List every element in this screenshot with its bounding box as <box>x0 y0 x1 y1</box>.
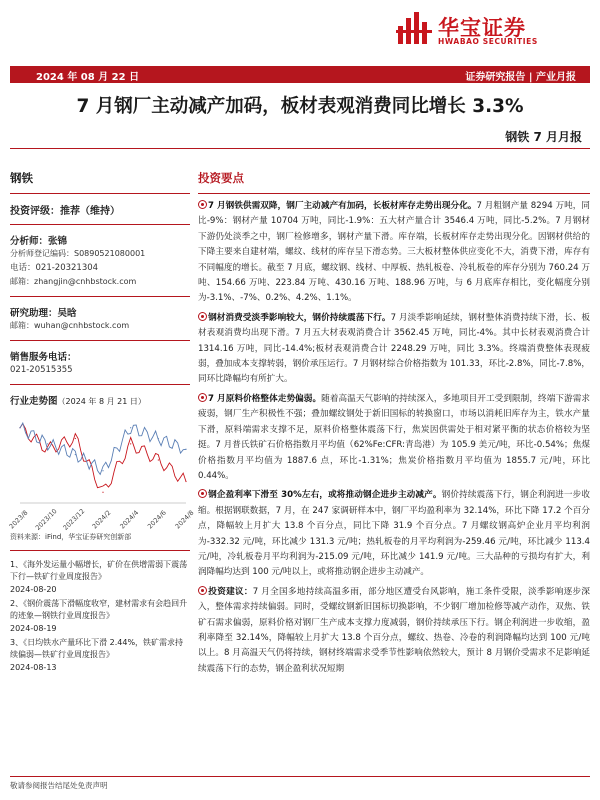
divider <box>10 296 190 297</box>
divider <box>10 193 190 194</box>
assistant-email[interactable]: 邮箱：wuhan@cnhbstock.com <box>10 321 130 330</box>
footer-divider <box>10 776 590 777</box>
related-report-date: 2024-08-19 <box>10 624 57 633</box>
divider <box>10 550 190 551</box>
analyst-email[interactable]: 邮箱：zhangjin@cnhbstock.com <box>10 277 137 286</box>
chart-source: 资料来源：iFind，华宝证券研究创新部 <box>10 533 132 541</box>
report-title: 7 月钢厂主动减产加码，板材表观消费同比增长 3.3% <box>76 96 524 117</box>
report-subtitle: 钢铁 7 月月报 <box>505 130 582 144</box>
brand-name-en: HWABAO SECURITIES <box>438 37 538 46</box>
series-1-point <box>185 449 186 450</box>
key-point-body: 7 月粗钢产量 8294 万吨，同比-9%：钢材产量 10704 万吨，同比-1.9%：五大材产量合计 3546.4 万吨，同比-5.2%。7 月钢材下游仍处淡季之中，钢厂检修增多，钢材产量下滑。库存端，长板材库存走势出现分化。因钢材供给的下降主要来自建材端，螺纹、线材的库存呈下滑态势。三大板材整体供应变化不大，消费下滑，库存有不同幅度的增长。截至 7 月底，螺纹钢、线材、中厚板、热轧板卷、冷轧板卷的库存分别为 760.24 万吨、154.66 万吨、223.84 万吨、430.16 万吨、188.96 万吨，与 6 月底库存相比，变化幅度分别为-3.1%、-7%、0.2%、4.2%、1.1%。 <box>198 201 590 304</box>
bullet-icon <box>198 393 207 402</box>
series-1-point <box>19 427 20 428</box>
related-report-date: 2024-08-13 <box>10 663 57 672</box>
chart-heading <box>10 393 190 407</box>
related-report-date: 2024-08-20 <box>10 585 57 594</box>
divider <box>198 193 590 194</box>
bullet-icon <box>198 200 207 209</box>
chart-date: （2024 年 8 月 21 日） <box>57 397 146 406</box>
sales-label: 销售服务电话： <box>10 352 77 363</box>
x-tick-label: 2023/12 <box>61 507 87 532</box>
series-0-point <box>185 481 186 482</box>
trend-chart-svg <box>7 411 196 532</box>
x-tick-label: 2023/8 <box>7 508 30 531</box>
related-report-title[interactable]: 2、《钢价震荡下滑幅度收窄，建材需求有会趋回升的迹象—钢铁行业周度报告》 <box>10 599 188 620</box>
related-report-title[interactable]: 1、《海外发运量小幅增长，矿价在供增需弱下震荡下行—铁矿行业周度报告》 <box>10 560 188 581</box>
key-point-lead: 钢企盈利率下滑至 30%左右，或将推动钢企进步主动减产。 <box>208 490 442 501</box>
divider <box>10 224 190 225</box>
divider <box>10 148 590 149</box>
investment-rating: 投资评级：推荐（维持） <box>10 206 120 217</box>
assistant-label: 研究助理：吴晗 <box>10 308 77 319</box>
bullet-icon <box>198 586 207 595</box>
series-1-point <box>130 427 131 428</box>
key-point-paragraph <box>198 488 590 580</box>
header-bar <box>10 66 590 83</box>
series-0-point <box>102 492 103 493</box>
related-reports <box>10 559 190 674</box>
main-content <box>198 170 590 681</box>
report-date: 2024 年 08 月 22 日 <box>36 72 140 83</box>
series-1-point <box>47 443 48 444</box>
key-point-lead: 7 月原料价格整体走势偏弱。 <box>208 393 322 404</box>
series-1-point <box>102 470 103 471</box>
sector-label: 钢铁 <box>10 171 33 185</box>
x-tick-label: 2024/6 <box>146 508 168 531</box>
key-point-body: 7 月淡季影响延续，钢材整体消费持续下滑，长、板材表观消费均出现下滑。7 月五大材表观消费合计 3562.45 万吨，同比-4%。其中长材表观消费合计 1314.16 万吨，同比-14.4%;板材表观消费合计 2248.29 万吨，同比 3.3%。终端消费整体表现疲弱，叠加成本支撑转弱，钢价承压运行。7 月钢材综合价格指数为 101.33，环比-2.8%，同比-7.8%，同环比降幅均有所扩大。 <box>198 312 590 385</box>
key-points-list <box>198 199 590 677</box>
x-tick-label: 2023/10 <box>33 507 59 532</box>
logo-mark-icon <box>396 12 432 46</box>
key-point-lead: 投资建议： <box>208 586 253 597</box>
series-line-0 <box>20 424 186 488</box>
series-1-point <box>158 438 159 439</box>
key-point-body: 7 月全国多地持续高温多雨，部分地区遭受台风影响，施工条件受限，淡季影响逐步深入，整体需求持续偏弱。同时，受螺纹钢新旧国标切换影响，不少钢厂增加检修等减产动作，双焦、铁矿石需求偏弱，原料价格对钢厂生产成本支撑力度减弱，钢价持续承压下行。钢企利润进一步收缩，盈利率降至 32.14%，降幅较上月扩大 13.8 个百分点，螺纹、热卷、冷卷的利润降幅均达到 100 元/吨以上。8 月高温天气仍将持续，钢材终端需求受季节性影响依然较大，预计 8 月钢价受需求不足影响延续震荡下行的态势，钢企盈利状况短期 <box>198 586 590 674</box>
key-point-body: 钢价持续震荡下行，钢企利润进一步收缩。根据钢联数据，7 月，在 247 家调研样本中，钢厂平均盈利率为 32.14%，环比下降 17.2 个百分点，降幅较上月扩大 13.8 个百分点，同比下降 31.9 个百分点。7 月螺纹钢高炉企业月平均利润为-332.32 元/吨，环比减少 131.3 元/吨；热轧板卷的月平均利润为-259.46 元/吨，环比减少 113.4 元/吨，冷轧板卷月平均利润为-215.09 元/吨，环比减少 141.9 元/吨。三大品种的亏损均有扩大，利润降幅均达到 100 元/吨以上，或将推动钢企进步主动减产。 <box>198 490 590 578</box>
key-point-paragraph <box>198 585 590 677</box>
chart-title: 行业走势图 <box>10 396 58 407</box>
series-0-point <box>130 443 131 444</box>
disclaimer-note: 敬请参阅报告结尾处免责声明 <box>10 781 108 790</box>
bullet-icon <box>198 489 207 498</box>
bullet-icon <box>198 312 207 321</box>
x-tick-label: 2024/2 <box>90 508 113 531</box>
related-report-title[interactable]: 3、《日均铁水产量环比下滑 2.44%，铁矿需求持续偏弱—铁矿行业周度报告》 <box>10 638 184 659</box>
left-sidebar <box>7 170 196 674</box>
analyst-cert: 分析师登记编码：S0890521080001 <box>10 249 146 258</box>
key-point-paragraph <box>198 392 590 484</box>
industry-trend-chart <box>7 411 196 532</box>
key-point-lead: 7 月钢铁供需双降，钢厂主动减产有加码，长板材库存走势出现分化。 <box>208 201 477 211</box>
x-tick-label: 2024/8 <box>173 508 196 531</box>
x-tick-label: 2024/4 <box>118 508 141 531</box>
series-1-point <box>75 454 76 455</box>
key-point-body: 随着高温天气影响的持续深入，多地项目开工受到限制，终端下游需求疲弱，钢厂生产积极性不强；叠加螺纹钢处于新旧国标的转换窗口，市场以消耗旧库存为主，铁水产量下滑，原料端需求支撑不足，原料价格整体震荡下行，焦炭因供需处于相对紧平衡的状态价格较为坚挺。7 月普氏铁矿石价格指数月平均值（62%Fe:CFR:青岛港）为 105.9 美元/吨，环比-0.54%；焦煤价格指数月平均值为 1887.6 点，环比-1.31%；焦炭价格指数月平均值为 1855.7 元/吨，环比 0.44%。 <box>198 393 590 481</box>
series-line-1 <box>20 423 186 474</box>
key-point-paragraph <box>198 199 590 307</box>
series-0-point <box>158 459 159 460</box>
sales-phone: 021-20515355 <box>10 365 73 375</box>
report-category: 证券研究报告 | 产业月报 <box>465 72 576 83</box>
series-0-point <box>75 438 76 439</box>
brand-name-cn: 华宝证券 <box>438 16 526 40</box>
brand-logo <box>396 10 592 50</box>
key-point-lead: 钢材消费受淡季影响较大，钢价持续震荡下行。 <box>208 312 391 323</box>
analyst-label: 分析师：张锦 <box>10 236 68 247</box>
analyst-phone: 电话：021-20321304 <box>10 263 99 273</box>
divider <box>10 384 190 385</box>
key-points-heading: 投资要点 <box>198 171 244 185</box>
divider <box>10 340 190 341</box>
key-point-paragraph <box>198 311 590 388</box>
